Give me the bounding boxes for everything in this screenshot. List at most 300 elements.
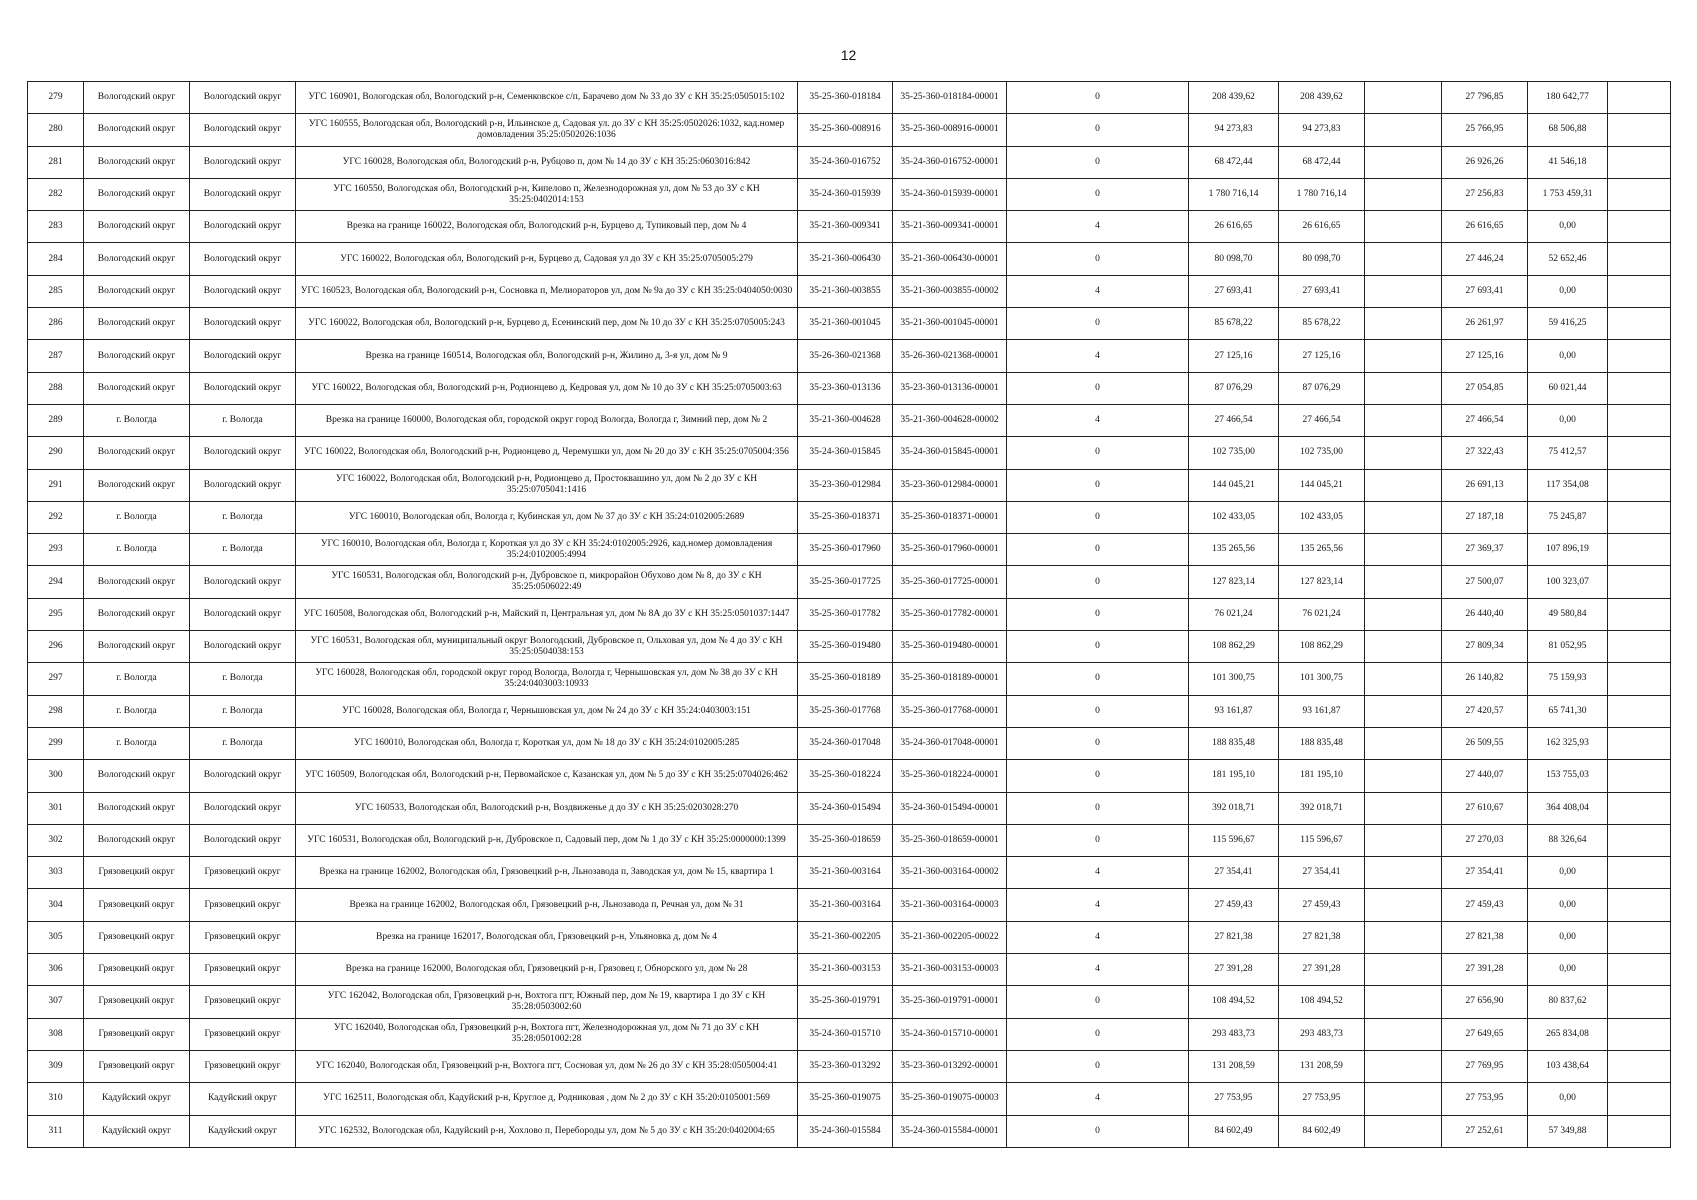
note-cell xyxy=(1608,663,1671,695)
note-cell xyxy=(1608,308,1671,340)
table-row xyxy=(28,631,1671,663)
subobject-code-cell: 35-25-360-018659-00001 xyxy=(893,824,1007,856)
amount-cell: 84 602,49 xyxy=(1279,1115,1365,1147)
category-cell: 4 xyxy=(1007,275,1189,307)
note-cell xyxy=(1608,469,1671,501)
municipality-cell: Грязовецкий округ xyxy=(84,889,190,921)
empty-cell xyxy=(1365,598,1442,630)
category-cell: 0 xyxy=(1007,1050,1189,1082)
note-cell xyxy=(1608,824,1671,856)
row-number-cell: 286 xyxy=(28,308,84,340)
remaining-amount-cell: 81 052,95 xyxy=(1528,631,1608,663)
table-row xyxy=(28,695,1671,727)
district-cell: г. Вологда xyxy=(190,534,296,566)
amount-cell: 102 735,00 xyxy=(1279,437,1365,469)
address-cell: УГС 160550, Вологодская обл, Вологодский р-н, Кипелово п, Железнодорожная ул, дом № 53 до ЗУ с КН 35:25:0402014:153 xyxy=(296,178,798,210)
municipality-cell: Вологодский округ xyxy=(84,211,190,243)
district-cell: г. Вологда xyxy=(190,663,296,695)
total-amount-cell: 101 300,75 xyxy=(1189,663,1279,695)
table-row xyxy=(28,1050,1671,1082)
amount-cell: 144 045,21 xyxy=(1279,469,1365,501)
paid-amount-cell: 26 926,26 xyxy=(1442,146,1528,178)
remaining-amount-cell: 75 159,93 xyxy=(1528,663,1608,695)
municipality-cell: Грязовецкий округ xyxy=(84,986,190,1018)
paid-amount-cell: 27 354,41 xyxy=(1442,857,1528,889)
category-cell: 4 xyxy=(1007,921,1189,953)
paid-amount-cell: 26 691,13 xyxy=(1442,469,1528,501)
category-cell: 0 xyxy=(1007,695,1189,727)
empty-cell xyxy=(1365,534,1442,566)
empty-cell xyxy=(1365,372,1442,404)
row-number-cell: 309 xyxy=(28,1050,84,1082)
row-number-cell: 288 xyxy=(28,372,84,404)
amount-cell: 1 780 716,14 xyxy=(1279,178,1365,210)
address-cell: УГС 160010, Вологодская обл, Вологда г, Короткая ул до ЗУ с КН 35:24:0102005:2926, кад.номер домовладения 35:24:0102005:4994 xyxy=(296,534,798,566)
note-cell xyxy=(1608,243,1671,275)
total-amount-cell: 85 678,22 xyxy=(1189,308,1279,340)
object-code-cell: 35-24-360-015845 xyxy=(798,437,893,469)
amount-cell: 27 821,38 xyxy=(1279,921,1365,953)
object-code-cell: 35-25-360-019075 xyxy=(798,1083,893,1115)
object-code-cell: 35-25-360-008916 xyxy=(798,114,893,146)
table-row xyxy=(28,889,1671,921)
row-number-cell: 301 xyxy=(28,792,84,824)
subobject-code-cell: 35-25-360-008916-00001 xyxy=(893,114,1007,146)
address-cell: УГС 160010, Вологодская обл, Вологда г, Короткая ул, дом № 18 до ЗУ с КН 35:24:0102005:285 xyxy=(296,727,798,759)
note-cell xyxy=(1608,857,1671,889)
object-code-cell: 35-21-360-003855 xyxy=(798,275,893,307)
remaining-amount-cell: 59 416,25 xyxy=(1528,308,1608,340)
empty-cell xyxy=(1365,760,1442,792)
total-amount-cell: 76 021,24 xyxy=(1189,598,1279,630)
category-cell: 0 xyxy=(1007,727,1189,759)
district-cell: Вологодский округ xyxy=(190,178,296,210)
empty-cell xyxy=(1365,275,1442,307)
subobject-code-cell: 35-25-360-017768-00001 xyxy=(893,695,1007,727)
paid-amount-cell: 27 649,65 xyxy=(1442,1018,1528,1050)
subobject-code-cell: 35-24-360-015939-00001 xyxy=(893,178,1007,210)
row-number-cell: 281 xyxy=(28,146,84,178)
remaining-amount-cell: 75 412,57 xyxy=(1528,437,1608,469)
category-cell: 0 xyxy=(1007,792,1189,824)
paid-amount-cell: 27 693,41 xyxy=(1442,275,1528,307)
remaining-amount-cell: 100 323,07 xyxy=(1528,566,1608,598)
row-number-cell: 291 xyxy=(28,469,84,501)
total-amount-cell: 27 125,16 xyxy=(1189,340,1279,372)
address-cell: УГС 160028, Вологодская обл, городской округ город Вологда, Вологда г, Чернышовская ул, дом № 38 до ЗУ с КН 35:24:0403003:10933 xyxy=(296,663,798,695)
remaining-amount-cell: 107 896,19 xyxy=(1528,534,1608,566)
data-table xyxy=(27,81,1671,1148)
amount-cell: 27 753,95 xyxy=(1279,1083,1365,1115)
note-cell xyxy=(1608,437,1671,469)
municipality-cell: г. Вологда xyxy=(84,534,190,566)
total-amount-cell: 94 273,83 xyxy=(1189,114,1279,146)
paid-amount-cell: 27 809,34 xyxy=(1442,631,1528,663)
municipality-cell: Вологодский округ xyxy=(84,566,190,598)
amount-cell: 76 021,24 xyxy=(1279,598,1365,630)
total-amount-cell: 102 433,05 xyxy=(1189,501,1279,533)
subobject-code-cell: 35-24-360-017048-00001 xyxy=(893,727,1007,759)
address-cell: УГС 160022, Вологодская обл, Вологодский р-н, Родионцево д, Черемушки ул, дом № 20 до ЗУ с КН 35:25:0705004:356 xyxy=(296,437,798,469)
remaining-amount-cell: 65 741,30 xyxy=(1528,695,1608,727)
subobject-code-cell: 35-25-360-018184-00001 xyxy=(893,82,1007,114)
address-cell: УГС 160028, Вологодская обл, Вологда г, Чернышовская ул, дом № 24 до ЗУ с КН 35:24:0403003:151 xyxy=(296,695,798,727)
object-code-cell: 35-24-360-017048 xyxy=(798,727,893,759)
row-number-cell: 308 xyxy=(28,1018,84,1050)
remaining-amount-cell: 162 325,93 xyxy=(1528,727,1608,759)
empty-cell xyxy=(1365,824,1442,856)
district-cell: Вологодский округ xyxy=(190,469,296,501)
subobject-code-cell: 35-25-360-018224-00001 xyxy=(893,760,1007,792)
object-code-cell: 35-25-360-019480 xyxy=(798,631,893,663)
remaining-amount-cell: 0,00 xyxy=(1528,921,1608,953)
district-cell: г. Вологда xyxy=(190,727,296,759)
district-cell: г. Вологда xyxy=(190,695,296,727)
total-amount-cell: 27 466,54 xyxy=(1189,404,1279,436)
note-cell xyxy=(1608,404,1671,436)
address-cell: УГС 160022, Вологодская обл, Вологодский р-н, Родионцево д, Кедровая ул, дом № 10 до ЗУ с КН 35:25:0705003:63 xyxy=(296,372,798,404)
category-cell: 0 xyxy=(1007,598,1189,630)
total-amount-cell: 27 391,28 xyxy=(1189,954,1279,986)
district-cell: Вологодский округ xyxy=(190,760,296,792)
object-code-cell: 35-25-360-018189 xyxy=(798,663,893,695)
row-number-cell: 295 xyxy=(28,598,84,630)
address-cell: Врезка на границе 160000, Вологодская обл, городской округ город Вологда, Вологда г, Зимний пер, дом № 2 xyxy=(296,404,798,436)
remaining-amount-cell: 153 755,03 xyxy=(1528,760,1608,792)
row-number-cell: 298 xyxy=(28,695,84,727)
table-row xyxy=(28,146,1671,178)
table-row xyxy=(28,275,1671,307)
subobject-code-cell: 35-25-360-018189-00001 xyxy=(893,663,1007,695)
municipality-cell: Вологодский округ xyxy=(84,82,190,114)
amount-cell: 101 300,75 xyxy=(1279,663,1365,695)
object-code-cell: 35-24-360-015494 xyxy=(798,792,893,824)
subobject-code-cell: 35-24-360-015584-00001 xyxy=(893,1115,1007,1147)
amount-cell: 131 208,59 xyxy=(1279,1050,1365,1082)
empty-cell xyxy=(1365,1083,1442,1115)
empty-cell xyxy=(1365,114,1442,146)
empty-cell xyxy=(1365,243,1442,275)
municipality-cell: Вологодский округ xyxy=(84,243,190,275)
object-code-cell: 35-25-360-017960 xyxy=(798,534,893,566)
municipality-cell: Вологодский округ xyxy=(84,340,190,372)
empty-cell xyxy=(1365,404,1442,436)
category-cell: 0 xyxy=(1007,437,1189,469)
municipality-cell: Вологодский округ xyxy=(84,114,190,146)
district-cell: Вологодский округ xyxy=(190,114,296,146)
total-amount-cell: 27 753,95 xyxy=(1189,1083,1279,1115)
category-cell: 0 xyxy=(1007,1115,1189,1147)
district-cell: Вологодский округ xyxy=(190,566,296,598)
district-cell: Вологодский округ xyxy=(190,308,296,340)
address-cell: УГС 162040, Вологодская обл, Грязовецкий р-н, Вохтога пгт, Железнодорожная ул, дом № 71 до ЗУ с КН 35:28:0501002:28 xyxy=(296,1018,798,1050)
total-amount-cell: 93 161,87 xyxy=(1189,695,1279,727)
table-row xyxy=(28,566,1671,598)
subobject-code-cell: 35-21-360-009341-00001 xyxy=(893,211,1007,243)
object-code-cell: 35-24-360-016752 xyxy=(798,146,893,178)
total-amount-cell: 115 596,67 xyxy=(1189,824,1279,856)
category-cell: 0 xyxy=(1007,146,1189,178)
table-body xyxy=(28,82,1671,1148)
paid-amount-cell: 27 322,43 xyxy=(1442,437,1528,469)
amount-cell: 68 472,44 xyxy=(1279,146,1365,178)
empty-cell xyxy=(1365,792,1442,824)
row-number-cell: 292 xyxy=(28,501,84,533)
address-cell: Врезка на границе 162017, Вологодская обл, Грязовецкий р-н, Ульяновка д, дом № 4 xyxy=(296,921,798,953)
object-code-cell: 35-24-360-015710 xyxy=(798,1018,893,1050)
paid-amount-cell: 27 656,90 xyxy=(1442,986,1528,1018)
district-cell: Грязовецкий округ xyxy=(190,1018,296,1050)
remaining-amount-cell: 41 546,18 xyxy=(1528,146,1608,178)
table-row xyxy=(28,1115,1671,1147)
category-cell: 0 xyxy=(1007,178,1189,210)
address-cell: УГС 162040, Вологодская обл, Грязовецкий р-н, Вохтога пгт, Сосновая ул, дом № 26 до ЗУ с КН 35:28:0505004:41 xyxy=(296,1050,798,1082)
paid-amount-cell: 27 256,83 xyxy=(1442,178,1528,210)
subobject-code-cell: 35-21-360-003164-00003 xyxy=(893,889,1007,921)
paid-amount-cell: 27 459,43 xyxy=(1442,889,1528,921)
remaining-amount-cell: 88 326,64 xyxy=(1528,824,1608,856)
paid-amount-cell: 27 054,85 xyxy=(1442,372,1528,404)
total-amount-cell: 127 823,14 xyxy=(1189,566,1279,598)
amount-cell: 108 862,29 xyxy=(1279,631,1365,663)
total-amount-cell: 68 472,44 xyxy=(1189,146,1279,178)
category-cell: 0 xyxy=(1007,1018,1189,1050)
object-code-cell: 35-24-360-015584 xyxy=(798,1115,893,1147)
paid-amount-cell: 26 261,97 xyxy=(1442,308,1528,340)
paid-amount-cell: 26 509,55 xyxy=(1442,727,1528,759)
row-number-cell: 297 xyxy=(28,663,84,695)
remaining-amount-cell: 60 021,44 xyxy=(1528,372,1608,404)
empty-cell xyxy=(1365,954,1442,986)
subobject-code-cell: 35-21-360-003164-00002 xyxy=(893,857,1007,889)
subobject-code-cell: 35-21-360-003855-00002 xyxy=(893,275,1007,307)
note-cell xyxy=(1608,1018,1671,1050)
address-cell: УГС 160555, Вологодская обл, Вологодский р-н, Ильинское д, Садовая ул. до ЗУ с КН 35:25:0502026:1032, кад.номер домовладения 35:25:0502026:1036 xyxy=(296,114,798,146)
row-number-cell: 305 xyxy=(28,921,84,953)
category-cell: 0 xyxy=(1007,469,1189,501)
remaining-amount-cell: 49 580,84 xyxy=(1528,598,1608,630)
note-cell xyxy=(1608,1083,1671,1115)
amount-cell: 26 616,65 xyxy=(1279,211,1365,243)
municipality-cell: г. Вологда xyxy=(84,695,190,727)
paid-amount-cell: 27 796,85 xyxy=(1442,82,1528,114)
amount-cell: 115 596,67 xyxy=(1279,824,1365,856)
municipality-cell: Вологодский округ xyxy=(84,308,190,340)
total-amount-cell: 208 439,62 xyxy=(1189,82,1279,114)
row-number-cell: 283 xyxy=(28,211,84,243)
paid-amount-cell: 27 187,18 xyxy=(1442,501,1528,533)
address-cell: УГС 160531, Вологодская обл, Вологодский р-н, Дубровское п, микрорайон Обухово дом № 8, до ЗУ с КН 35:25:0506022:49 xyxy=(296,566,798,598)
category-cell: 4 xyxy=(1007,211,1189,243)
municipality-cell: Вологодский округ xyxy=(84,275,190,307)
empty-cell xyxy=(1365,695,1442,727)
note-cell xyxy=(1608,889,1671,921)
note-cell xyxy=(1608,986,1671,1018)
table-row xyxy=(28,404,1671,436)
municipality-cell: г. Вологда xyxy=(84,404,190,436)
category-cell: 4 xyxy=(1007,1083,1189,1115)
municipality-cell: Вологодский округ xyxy=(84,598,190,630)
note-cell xyxy=(1608,211,1671,243)
category-cell: 4 xyxy=(1007,889,1189,921)
address-cell: УГС 160022, Вологодская обл, Вологодский р-н, Родионцево д, Простоквашино ул, дом № 2 до ЗУ с КН 35:25:0705041:1416 xyxy=(296,469,798,501)
amount-cell: 27 391,28 xyxy=(1279,954,1365,986)
amount-cell: 80 098,70 xyxy=(1279,243,1365,275)
object-code-cell: 35-21-360-003164 xyxy=(798,857,893,889)
object-code-cell: 35-25-360-018224 xyxy=(798,760,893,792)
municipality-cell: Кадуйский округ xyxy=(84,1083,190,1115)
remaining-amount-cell: 68 506,88 xyxy=(1528,114,1608,146)
amount-cell: 127 823,14 xyxy=(1279,566,1365,598)
amount-cell: 181 195,10 xyxy=(1279,760,1365,792)
subobject-code-cell: 35-21-360-006430-00001 xyxy=(893,243,1007,275)
amount-cell: 108 494,52 xyxy=(1279,986,1365,1018)
district-cell: Грязовецкий округ xyxy=(190,857,296,889)
object-code-cell: 35-25-360-019791 xyxy=(798,986,893,1018)
category-cell: 0 xyxy=(1007,243,1189,275)
object-code-cell: 35-21-360-003153 xyxy=(798,954,893,986)
subobject-code-cell: 35-24-360-016752-00001 xyxy=(893,146,1007,178)
municipality-cell: Вологодский округ xyxy=(84,792,190,824)
empty-cell xyxy=(1365,986,1442,1018)
row-number-cell: 284 xyxy=(28,243,84,275)
note-cell xyxy=(1608,921,1671,953)
empty-cell xyxy=(1365,1050,1442,1082)
paid-amount-cell: 27 420,57 xyxy=(1442,695,1528,727)
address-cell: УГС 160533, Вологодская обл, Вологодский р-н, Воздвиженье д до ЗУ с КН 35:25:0203028:270 xyxy=(296,792,798,824)
empty-cell xyxy=(1365,1115,1442,1147)
amount-cell: 102 433,05 xyxy=(1279,501,1365,533)
municipality-cell: Грязовецкий округ xyxy=(84,857,190,889)
note-cell xyxy=(1608,598,1671,630)
paid-amount-cell: 26 440,40 xyxy=(1442,598,1528,630)
page-number: 12 xyxy=(840,47,857,63)
municipality-cell: г. Вологда xyxy=(84,727,190,759)
district-cell: Кадуйский округ xyxy=(190,1115,296,1147)
amount-cell: 93 161,87 xyxy=(1279,695,1365,727)
subobject-code-cell: 35-24-360-015845-00001 xyxy=(893,437,1007,469)
district-cell: Вологодский округ xyxy=(190,340,296,372)
address-cell: УГС 160901, Вологодская обл, Вологодский р-н, Семенковское с/п, Барачево дом № 33 до ЗУ с КН 35:25:0505015:102 xyxy=(296,82,798,114)
address-cell: Врезка на границе 160022, Вологодская обл, Вологодский р-н, Бурцево д, Тупиковый пер, дом № 4 xyxy=(296,211,798,243)
address-cell: УГС 160531, Вологодская обл, муниципальный округ Вологодский, Дубровское п, Ольховая ул, дом № 4 до ЗУ с КН 35:25:0504038:153 xyxy=(296,631,798,663)
district-cell: Вологодский округ xyxy=(190,146,296,178)
category-cell: 0 xyxy=(1007,986,1189,1018)
table-row xyxy=(28,340,1671,372)
object-code-cell: 35-25-360-018184 xyxy=(798,82,893,114)
remaining-amount-cell: 0,00 xyxy=(1528,1083,1608,1115)
table-row xyxy=(28,469,1671,501)
category-cell: 0 xyxy=(1007,501,1189,533)
municipality-cell: г. Вологда xyxy=(84,501,190,533)
table-row xyxy=(28,663,1671,695)
district-cell: Вологодский округ xyxy=(190,598,296,630)
table-row xyxy=(28,1083,1671,1115)
amount-cell: 27 693,41 xyxy=(1279,275,1365,307)
district-cell: Вологодский округ xyxy=(190,275,296,307)
empty-cell xyxy=(1365,921,1442,953)
remaining-amount-cell: 75 245,87 xyxy=(1528,501,1608,533)
empty-cell xyxy=(1365,501,1442,533)
empty-cell xyxy=(1365,308,1442,340)
municipality-cell: Вологодский округ xyxy=(84,437,190,469)
remaining-amount-cell: 1 753 459,31 xyxy=(1528,178,1608,210)
amount-cell: 27 125,16 xyxy=(1279,340,1365,372)
row-number-cell: 279 xyxy=(28,82,84,114)
note-cell xyxy=(1608,954,1671,986)
paid-amount-cell: 25 766,95 xyxy=(1442,114,1528,146)
paid-amount-cell: 26 616,65 xyxy=(1442,211,1528,243)
municipality-cell: Вологодский округ xyxy=(84,372,190,404)
row-number-cell: 303 xyxy=(28,857,84,889)
empty-cell xyxy=(1365,663,1442,695)
note-cell xyxy=(1608,372,1671,404)
district-cell: Вологодский округ xyxy=(190,631,296,663)
paid-amount-cell: 26 140,82 xyxy=(1442,663,1528,695)
category-cell: 4 xyxy=(1007,857,1189,889)
category-cell: 4 xyxy=(1007,404,1189,436)
remaining-amount-cell: 0,00 xyxy=(1528,889,1608,921)
category-cell: 0 xyxy=(1007,566,1189,598)
total-amount-cell: 392 018,71 xyxy=(1189,792,1279,824)
address-cell: УГС 162532, Вологодская обл, Кадуйский р-н, Хохлово п, Перебороды ул, дом № 5 до ЗУ с КН 35:20:0402004:65 xyxy=(296,1115,798,1147)
table-row xyxy=(28,760,1671,792)
address-cell: Врезка на границе 162002, Вологодская обл, Грязовецкий р-н, Льнозавода п, Заводская ул, дом № 15, квартира 1 xyxy=(296,857,798,889)
row-number-cell: 306 xyxy=(28,954,84,986)
row-number-cell: 302 xyxy=(28,824,84,856)
paid-amount-cell: 27 446,24 xyxy=(1442,243,1528,275)
empty-cell xyxy=(1365,146,1442,178)
empty-cell xyxy=(1365,631,1442,663)
municipality-cell: Грязовецкий округ xyxy=(84,954,190,986)
total-amount-cell: 108 862,29 xyxy=(1189,631,1279,663)
row-number-cell: 287 xyxy=(28,340,84,372)
total-amount-cell: 27 693,41 xyxy=(1189,275,1279,307)
note-cell xyxy=(1608,178,1671,210)
total-amount-cell: 135 265,56 xyxy=(1189,534,1279,566)
paid-amount-cell: 27 391,28 xyxy=(1442,954,1528,986)
remaining-amount-cell: 265 834,08 xyxy=(1528,1018,1608,1050)
paid-amount-cell: 27 769,95 xyxy=(1442,1050,1528,1082)
note-cell xyxy=(1608,566,1671,598)
subobject-code-cell: 35-24-360-015494-00001 xyxy=(893,792,1007,824)
table-row xyxy=(28,534,1671,566)
object-code-cell: 35-25-360-018371 xyxy=(798,501,893,533)
subobject-code-cell: 35-24-360-015710-00001 xyxy=(893,1018,1007,1050)
row-number-cell: 294 xyxy=(28,566,84,598)
paid-amount-cell: 27 753,95 xyxy=(1442,1083,1528,1115)
note-cell xyxy=(1608,792,1671,824)
row-number-cell: 290 xyxy=(28,437,84,469)
district-cell: Вологодский округ xyxy=(190,792,296,824)
amount-cell: 392 018,71 xyxy=(1279,792,1365,824)
object-code-cell: 35-23-360-013292 xyxy=(798,1050,893,1082)
district-cell: Грязовецкий округ xyxy=(190,954,296,986)
remaining-amount-cell: 117 354,08 xyxy=(1528,469,1608,501)
row-number-cell: 311 xyxy=(28,1115,84,1147)
empty-cell xyxy=(1365,82,1442,114)
paid-amount-cell: 27 821,38 xyxy=(1442,921,1528,953)
district-cell: Вологодский округ xyxy=(190,211,296,243)
object-code-cell: 35-23-360-012984 xyxy=(798,469,893,501)
municipality-cell: Грязовецкий округ xyxy=(84,1018,190,1050)
row-number-cell: 296 xyxy=(28,631,84,663)
subobject-code-cell: 35-21-360-001045-00001 xyxy=(893,308,1007,340)
row-number-cell: 300 xyxy=(28,760,84,792)
category-cell: 0 xyxy=(1007,82,1189,114)
municipality-cell: Вологодский округ xyxy=(84,469,190,501)
note-cell xyxy=(1608,1050,1671,1082)
